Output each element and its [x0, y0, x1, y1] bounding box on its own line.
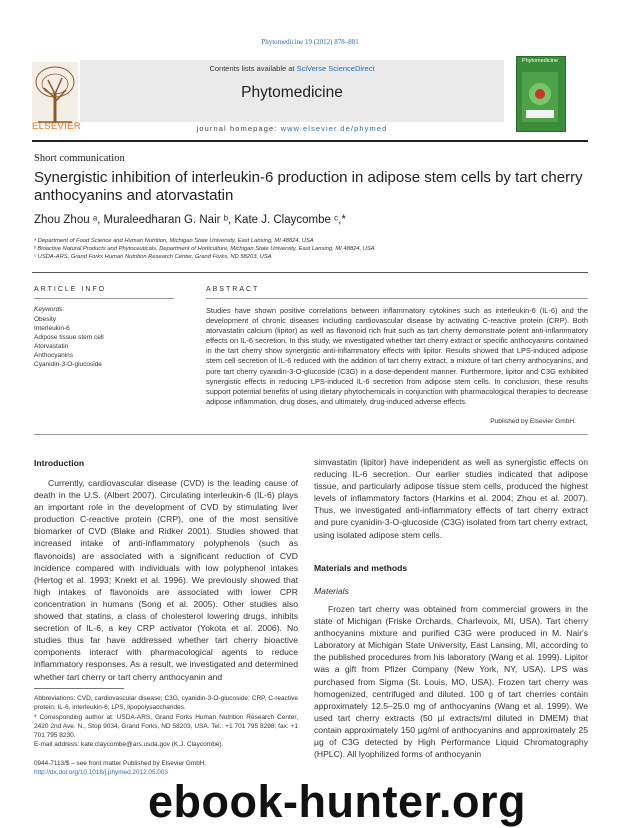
- article-info-rule: [34, 298, 174, 299]
- issn-line: 0944-7113/$ – see front matter Published by Elsevier GmbH.: [34, 760, 207, 767]
- watermark: ebook-hunter.org: [148, 776, 526, 827]
- introduction-heading: Introduction: [34, 458, 85, 468]
- footnote-abbreviations: Abbreviations: CVD, cardiovascular disease; C3G, cyanidin-3-O-glucoside; CRP, C-reactive protein; IL-6, interleukin-6; LPS, lipopolysaccharides.: [34, 695, 298, 711]
- elsevier-wordmark: ELSEVIER: [32, 121, 81, 132]
- author-list: Zhou Zhou ᵃ, Muraleedharan G. Nair ᵇ, Kate J. Claycombe ᶜ,*: [34, 214, 346, 226]
- keyword-item: Anthocyanins: [34, 352, 74, 359]
- homepage-prefix: journal homepage:: [196, 124, 281, 133]
- article-type: Short communication: [34, 153, 125, 164]
- journal-title: Phytomedicine: [241, 84, 343, 101]
- contents-line: [80, 64, 504, 73]
- header-rule: [32, 140, 588, 142]
- abstract-publisher: Published by Elsevier GmbH.: [490, 418, 576, 425]
- contents-prefix: Contents lists available at: [209, 64, 297, 73]
- methods-heading: Materials and methods: [314, 563, 408, 573]
- abstract-heading: ABSTRACT: [206, 286, 260, 293]
- cover-leaf-icon: [522, 72, 558, 122]
- keywords-label: Keywords:: [34, 306, 65, 313]
- doi-link[interactable]: http://dx.doi.org/10.1016/j.phymed.2012.05.003: [34, 769, 168, 776]
- affiliation-a: ᵃ Department of Food Science and Human Nutrition, Michigan State University, East Lansing, MI 48824, USA: [34, 238, 314, 244]
- homepage-link[interactable]: www.elsevier.de/phymed: [280, 124, 388, 133]
- materials-subheading: Materials: [314, 586, 349, 596]
- section-rule: [32, 272, 588, 273]
- journal-homepage: [80, 124, 504, 133]
- abstract-rule: [206, 298, 588, 299]
- affiliation-b: ᵇ Bioactive Natural Products and Phytoceuticals, Department of Horticulture, Michigan State University, East Lansing, MI 48824, USA: [34, 246, 375, 252]
- sciencedirect-link[interactable]: SciVerse ScienceDirect: [296, 64, 375, 73]
- journal-reference[interactable]: Phytomedicine 19 (2012) 878–881: [261, 38, 359, 46]
- introduction-continued-text: simvastatin (lipitor) have independent as well as synergistic effects on reducing IL-6 secretion. Our earlier studies indicated that adipose tissue, and particularly adipose tissue stem cells, produced the highest levels of inflammatory factors (Harkins et al. 2004; Zhou et al. 2007). Thus, we investigated anti-inflammatory effects of tart cherry extract and pure cyanidin-3-O-glucoside (C3G) isolated from tart cherry extract, using isolated adipose stem cells.: [314, 457, 588, 540]
- affiliation-c: ᶜ USDA-ARS, Grand Forks Human Nutrition Research Center, Grand Forks, ND 58203, USA: [34, 254, 272, 260]
- article-info-heading: ARTICLE INFO: [34, 286, 107, 293]
- materials-text: Frozen tart cherry was obtained from commercial growers in the state of Michigan (Friske Orchards, Charlevoix, MI, USA). Tart cherry anthocyanins mixture and purified C3G were produced in M. Nair's Laboratory at Michigan State University, East Lansing, MI, according to the published procedures from his laboratory (Wang et al. 1999). Lipitor was a gift from Pfizer Company (New York, NY, USA). LPS was purchased from Sigma (St. Louis, MO, USA). Frozen tart cherry was homogenized, centrifuged and diluted. 100 g of tart cherries contain approximately 12.5–25.0 mg of anthocyanins (Wang et al. 1999). We used tart cherry extracts (50 µl extracts/ml diluted in DMEM) that contain approximately 150 µg/ml of anthocyanins and approximately 25 µg of C3G detected by High Performance Liquid Chromatography (HPLC). All lyophilized forms of anthocyanin: [314, 604, 588, 760]
- keyword-item: Adipose tissue stem cell: [34, 334, 104, 341]
- cover-title: Phytomedicine: [521, 58, 559, 64]
- keyword-item: Obesity: [34, 316, 57, 323]
- abstract-bottom-rule: [34, 434, 588, 435]
- keyword-item: Interleukin-6: [34, 325, 70, 332]
- article-title: Synergistic inhibition of interleukin-6 production in adipose stem cells by tart cherry anthocyanins and atorvastatin: [34, 169, 583, 204]
- keyword-item: Cyanidin-3-O-glucoside: [34, 361, 102, 368]
- footnote-email[interactable]: E-mail address: kate.claycombe@ars.usda.gov (K.J. Claycombe).: [34, 741, 224, 748]
- footnote-rule: [34, 688, 124, 689]
- keyword-item: Atorvastatin: [34, 343, 69, 350]
- abstract-text: Studies have shown positive correlations between inflammatory cytokines such as interleukin-6 (IL-6) and the development of chronic diseases including cardiovascular disease by activating C-reactive protein (CRP). Both atorvastatin calcium (lipitor) as well as flavonoid rich fruit such as tart cherry demonstrate potent anti-inflammatory effects on IL-6 secretion. In this study, we investigated whether tart cherry extract or specific anthocyanins contained in the tart cherry show synergistic anti-inflammatory effects with lipitor. Results showed that LPS-induced adipose stem cell secretion of IL-6 reduced with the addition of tart cherry extract, a mixture of tart cherry anthocyanins, and pure tart cherry cyanidin-3-O-glucoside (C3G) in a dose-dependent manner. Furthermore, lipitor and C3G exhibited synergistic effects in reducing LPS-induced IL-6 secretion from adipose stem cells. In conclusion, these results support potential benefits of using dietary phytochemicals in conjunction with pharmacological therapies to decrease adipose inflammation, drug doses, and ultimately, drug-induced adverse effects.: [206, 306, 588, 406]
- introduction-text: Currently, cardiovascular disease (CVD) is the leading cause of death in the U.S. (Albert 2007). Circulating interleukin-6 (IL-6) plays an important role in the development of CVD by stimulating liver production C-reactive protein (CRP), one of the most sensitive biomarker of CVD (Blake and Ridker 2001). Studies showed that increased intake of anti-inflammatory polyphenols (such as flavonoids) are associated with a significant reduction of CVD incidence compared with individuals with low polyphenol intakes (Hertog et al. 1993; Knekt et al. 1996). We previously showed that high intakes of flavonoids are associated with lower CPR concentration in humans (Song et al. 2005). Other studies also showed that statins, a class of cholesterol lowering drugs, inhibits secretion of IL-6, a key CRP activator (Yokota et al. 2006). No studies thus far have addressed whether tart cherry bioactive components interact with pharmacological agents to reduce inflammatory responses. As a result, we investigated and determined whether tart cherry or tart cherry anthocyanin and: [34, 478, 298, 682]
- footnote-corresponding: * Corresponding author at: USDA-ARS, Grand Forks Human Nutrition Research Center, 2420 2nd Ave. N., Stop 9034, Grand Forks, ND 58203, USA. Tel.: +1 701 795 8298; fax: +1 701 795 8230.: [34, 714, 298, 739]
